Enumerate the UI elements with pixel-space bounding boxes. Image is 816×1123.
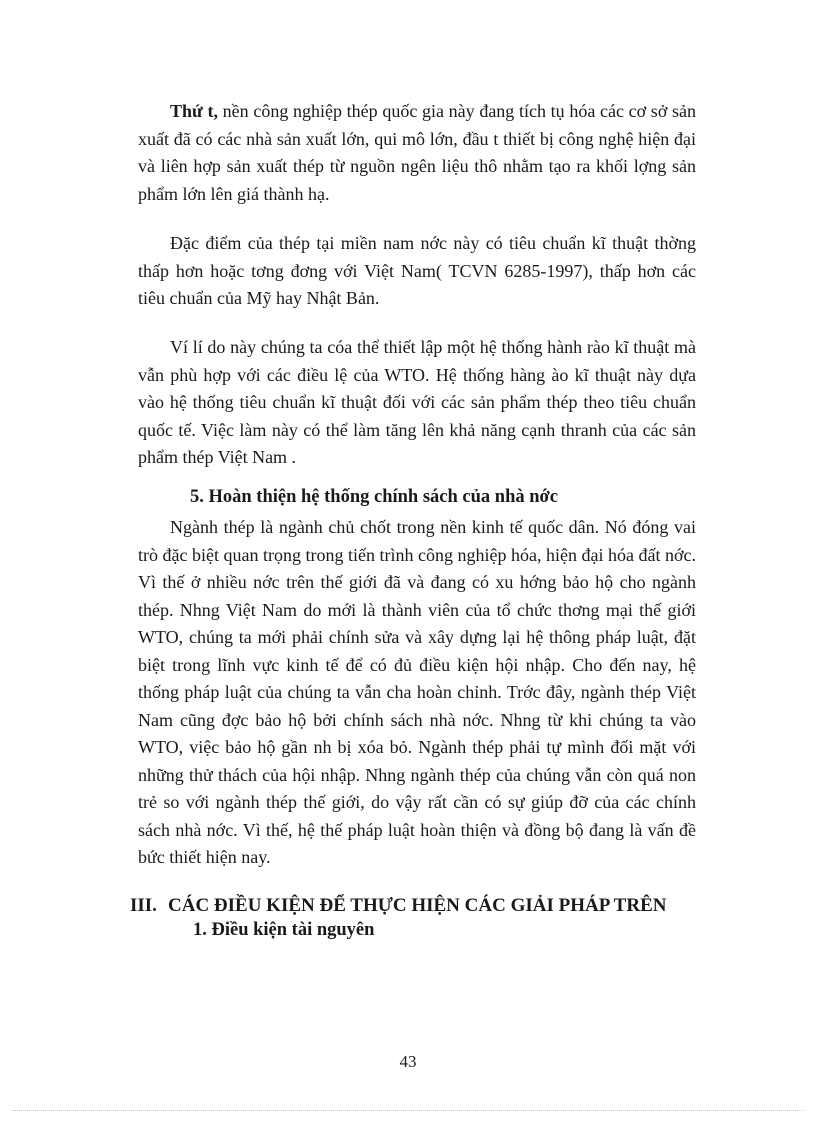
paragraph-2: Đặc điểm của thép tại miền nam nớc này có tiêu chuẩn kĩ thuật thờng thấp hơn hoặc tơng đơng với Việt Nam( TCVN 6285-1997), thấp hơn các tiêu chuẩn của Mỹ hay Nhật Bản. — [138, 233, 696, 308]
page-number: 43 — [399, 1052, 417, 1071]
subsection-heading-1: 1. Điều kiện tài nguyên — [193, 920, 375, 940]
chapter-title: CÁC ĐIỀU KIỆN ĐỂ THỰC HIỆN CÁC GIẢI PHÁP TRÊN — [168, 895, 667, 916]
paragraph-1-body: nền công nghiệp thép quốc gia này đang tích tụ hóa các cơ sở sản xuất đã có các nhà sản xuất lớn, qui mô lớn, đầu t thiết bị công nghệ hiện đại và liên hợp sản xuất thép từ nguồn ngên liệu thô nhằm tạo ra khối lợng sản phẩm lớn lên giá thành hạ. — [138, 101, 696, 204]
paragraph-3: Ví lí do này chúng ta cóa thể thiết lập một hệ thống hành rào kĩ thuật mà vẫn phù hợp với các điều lệ của WTO. Hệ thống hàng ào kĩ thuật này dựa vào hệ thống tiêu chuẩn kĩ thuật đối với các sản phẩm thép theo tiêu chuẩn quốc tế. Việc làm này có thể làm tăng lên khả năng cạnh thranh của các sản phẩm thép Việt Nam . — [138, 337, 696, 467]
section-heading-5: 5. Hoàn thiện hệ thống chính sách của nhà nớc — [190, 487, 558, 507]
paragraph-1 — [138, 98, 696, 208]
chapter-number: III. — [130, 895, 157, 916]
page-bottom-divider — [12, 1110, 804, 1111]
paragraph-1-lead: Thứ t, — [170, 101, 218, 121]
paragraph-4: Ngành thép là ngành chủ chốt trong nền kinh tế quốc dân. Nó đóng vai trò đặc biệt quan trọng trong tiến trình công nghiệp hóa, hiện đại hóa đất nớc. Vì thế ở nhiều nớc trên thế giới đã và đang có xu hớng bảo hộ cho ngành thép. Nhng Việt Nam do mới là thành viên của tổ chức thơng mại thế giới WTO, chúng ta mới phải chính sửa và xây dựng lại hệ thông pháp luật, đặt biệt trong lĩnh vực kinh tế để có đủ điều kiện hội nhập. Cho đến nay, hệ thống pháp luật của chúng ta vẫn cha hoàn chỉnh. Trớc đây, ngành thép Việt Nam cũng đợc bảo hộ bởi chính sách nhà nớc. Nhng từ khi chúng ta vào WTO, việc bảo hộ gần nh bị xóa bỏ. Ngành thép phải tự mình đối mặt với những thử thách của hội nhập. Nhng ngành thép của chúng vẫn còn quá non trẻ so với ngành thép thế giới, do vậy rất cần có sự giúp đỡ của các chính sách nhà nớc. Vì thế, hệ thế pháp luật hoàn thiện và đồng bộ đang là vấn đề bức thiết hiện nay. — [138, 517, 696, 867]
chapter-heading-iii — [130, 895, 666, 917]
